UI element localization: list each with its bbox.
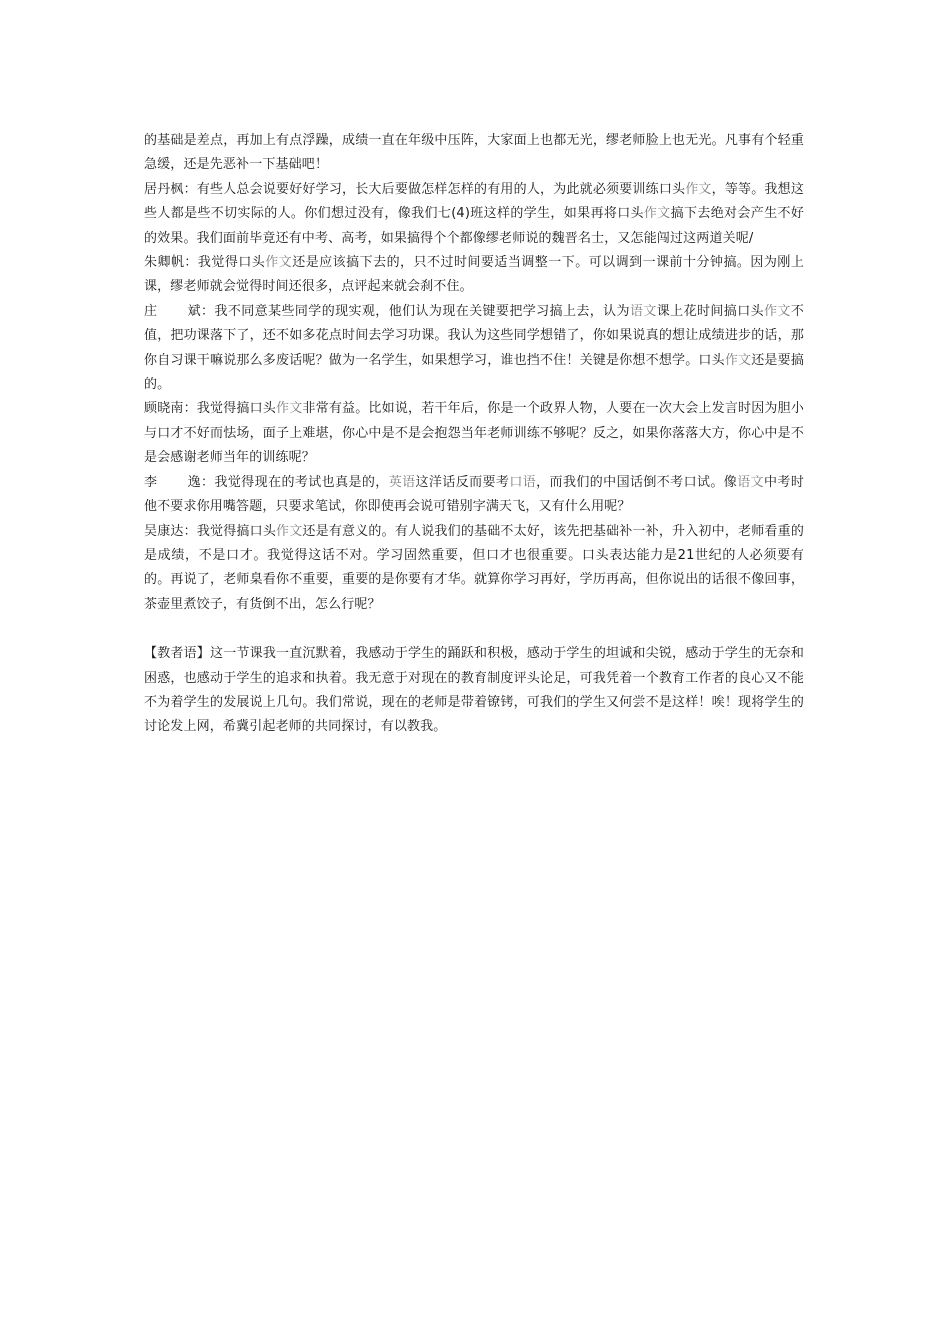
teacher-note-label: 【教者语】 — [144, 646, 211, 662]
paragraph-text: 我觉得搞口头 — [196, 523, 277, 539]
paragraph-text: 搞下去绝对会产生不好的效果。我们面前毕竟还有中考、高考，如果搞得个个都像缪老师说的魏晋名士，又怎能闯过这两道关呢/ — [144, 206, 804, 246]
keyword-link[interactable]: 作文 — [764, 303, 791, 319]
paragraph-text: 我觉得搞口头 — [196, 401, 277, 417]
paragraph-text: 有些人总会说要好好学习，长大后要做怎样怎样的有用的人，为此就必须要训练口头 — [196, 181, 686, 197]
keyword-link[interactable]: 作文 — [643, 206, 671, 222]
paragraph-text: ，等等。我想这些人都是些不切实际的人。你们想过没有，像我们七(4)班这样的学生，如果再将口头 — [144, 181, 804, 222]
paragraph-text: 课上花时间搞口头 — [656, 303, 765, 319]
paragraph-text: 我觉得口头 — [197, 255, 266, 271]
paragraph-zhuang-bin — [144, 300, 804, 398]
keyword-link[interactable]: 英语 — [388, 474, 416, 490]
paragraph-text: 的基础是差点，再加上有点浮躁，成绩一直在年级中压阵，大家面上也都无光，缪老师脸上也无光。凡事有个轻重急缓，还是先恶补一下基础吧！ — [144, 133, 804, 173]
speaker-name-first: 李 — [144, 474, 158, 490]
keyword-link[interactable]: 作文 — [276, 523, 303, 539]
paragraph-spacer — [144, 617, 804, 642]
paragraph-text: 我觉得现在的考试也真是的， — [214, 474, 389, 490]
paragraph-intro — [144, 129, 804, 178]
keyword-link[interactable]: 语文 — [737, 474, 765, 490]
paragraph-li-yi — [144, 471, 804, 520]
speaker-name: 居丹枫： — [144, 181, 197, 197]
speaker-name-first: 庄 — [144, 303, 158, 319]
speaker-name: 吴康达： — [144, 523, 197, 539]
paragraph-text: ，而我们的中国话倒不考口试。像 — [536, 474, 738, 490]
keyword-link[interactable]: 作文 — [265, 255, 293, 271]
paragraph-gu-xiaonan — [144, 397, 804, 470]
keyword-link[interactable]: 作文 — [685, 181, 712, 197]
speaker-name: 朱卿帆： — [144, 255, 198, 271]
keyword-link[interactable]: 作文 — [724, 352, 752, 368]
paragraph-text: 还是有意义的。有人说我们的基础不太好，该先把基础补一补，升入初中，老师看重的是成绩，不是口才。我觉得这话不对。学习固然重要，但口才也很重要。口头表达能力是21世纪的人必须要有的。再说了，老师臬看你不重要，重要的是你要有才华。就算你学习再好，学历再高，但你说出的话很不像回事，茶壶里煮饺子，有货倒不出，怎么行呢？ — [144, 523, 804, 612]
keyword-link[interactable]: 作文 — [276, 401, 303, 417]
paragraph-text: 这一节课我一直沉默着，我感动于学生的踊跃和积极，感动于学生的坦诚和尖锐，感动于学生的无奈和困惑，也感动于学生的追求和执着。我无意于对现在的教育制度评头论足，可我凭着一个教育工作者的良心又不能不为着学生的发展说上几句。我们常说，现在的老师是带着镣铐，可我们的学生又何尝不是这样！唉！现将学生的讨论发上网，希冀引起老师的共同探讨，有以教我。 — [144, 646, 804, 735]
keyword-link[interactable]: 口语 — [509, 474, 537, 490]
paragraph-text: 还是应该搞下去的，只不过时间要适当调整一下。可以调到一课前十分钟搞。因为刚上课，缪老师就会觉得时间还很多，点评起来就会刹不住。 — [144, 255, 804, 295]
keyword-link[interactable]: 语文 — [629, 303, 657, 319]
paragraph-wu-kangda — [144, 520, 804, 618]
speaker-name-second: 斌： — [187, 303, 215, 319]
paragraph-text: 这洋话反而要考 — [415, 474, 510, 490]
paragraph-text: 不值，把功课落下了，还不如多花点时间去学习功课。我认为这些同学想错了，你如果说真的想让成绩进步的话，那你自习课干嘛说那么多废话呢？做为一名学生，如果想学习，谁也挡不住！关键是你想不想学。口头 — [144, 303, 804, 368]
paragraph-teacher-note — [144, 642, 804, 740]
paragraph-text: 非常有益。比如说，若干年后，你是一个政界人物，人要在一次大会上发言时因为胆小与口才不好而怯场，面子上难堪，你心中是不是会抱怨当年老师训练不够呢？反之，如果你落落大方，你心中是不是会感谢老师当年的训练呢？ — [144, 401, 804, 466]
paragraph-text: 还是要搞的。 — [144, 352, 804, 393]
paragraph-zhu-qingfan — [144, 251, 804, 300]
document-body — [144, 129, 804, 740]
paragraph-text: 中考时他不要求你用嘴答题，只要求笔试，你即使再会说可错别字满天飞，又有什么用呢？ — [144, 474, 804, 515]
paragraph-text: 我不同意某些同学的现实观，他们认为现在关键要把学习搞上去，认为 — [214, 303, 630, 319]
speaker-name-second: 逸： — [187, 474, 215, 490]
paragraph-ju-danfeng — [144, 178, 804, 251]
speaker-name: 顾晓南： — [144, 401, 197, 417]
